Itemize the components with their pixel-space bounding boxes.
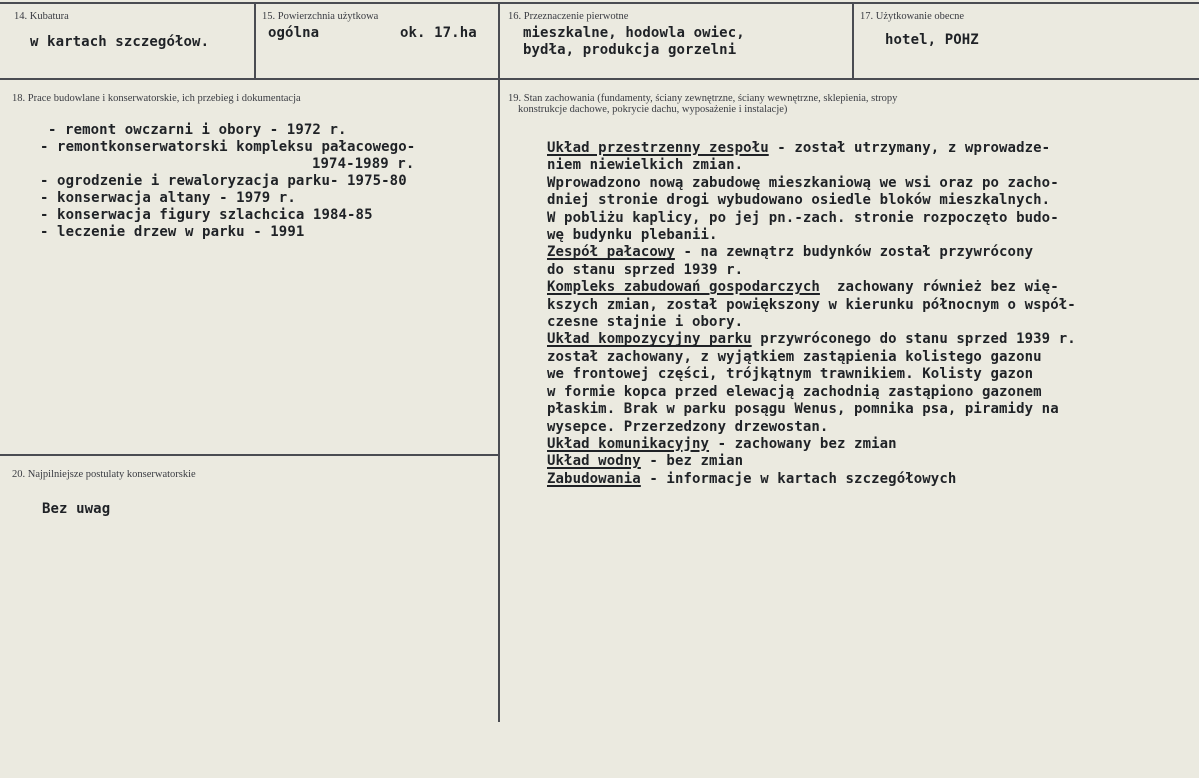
box18-item: - konserwacja altany - 1979 r. xyxy=(40,190,296,206)
divider-14-15 xyxy=(254,2,256,80)
box18-label: 18. Prace budowlane i konserwatorskie, ich przebieg i dokumentacja xyxy=(12,93,301,104)
box18-item: - remontkonserwatorski kompleksu pałacowego- xyxy=(40,139,416,155)
heading-water-layout: Układ wodny xyxy=(547,453,641,470)
box15-label: 15. Powierzchnia użytkowa xyxy=(262,11,379,22)
box16-label: 16. Przeznaczenie pierwotne xyxy=(508,11,629,22)
box19-line xyxy=(547,331,1187,348)
box18-item: - leczenie drzew w parku - 1991 xyxy=(40,224,305,240)
divider-16-17 xyxy=(852,2,854,80)
box15-value-a: ogólna xyxy=(268,25,320,41)
heading-buildings: Zabudowania xyxy=(547,470,641,487)
box19-line: we frontowej części, trójkątnym trawnikiem. Kolisty gazon xyxy=(547,366,1034,383)
box19-label-line2: konstrukcje dachowe, pokrycie dachu, wyposażenie i instalacje) xyxy=(518,104,788,115)
box19-line: wę budynku plebanii. xyxy=(547,227,718,244)
box19-line: W pobliżu kaplicy, po jej pn.-zach. stronie rozpoczęto budo- xyxy=(547,209,1059,226)
box19-line xyxy=(547,436,1187,453)
box19-line: wysepce. Przerzedzony drzewostan. xyxy=(547,418,829,435)
box19-label-line1: 19. Stan zachowania (fundamenty, ściany zewnętrzne, ściany wewnętrzne, sklepienia, stropy xyxy=(508,93,898,104)
line-tail: - informacje w kartach szczegółowych xyxy=(640,470,957,487)
box16-line2: bydła, produkcja gorzelni xyxy=(523,42,737,58)
heading-road-layout: Układ komunikacyjny xyxy=(547,435,710,452)
box14-value: w kartach szczegółow. xyxy=(30,34,210,50)
box18-item: 1974-1989 r. xyxy=(312,156,415,172)
box18-item: - konserwacja figury szlachcica 1984-85 xyxy=(40,207,373,223)
box19-line: Wprowadzono nową zabudowę mieszkaniową we wsi oraz po zacho- xyxy=(547,174,1059,191)
divider-15-16 xyxy=(498,2,500,722)
line-tail: przywróconego do stanu sprzed 1939 r. xyxy=(751,331,1076,348)
box20-label: 20. Najpilniejsze postulaty konserwatorskie xyxy=(12,469,196,480)
box19-line: został zachowany, z wyjątkiem zastąpienia kolistego gazonu xyxy=(547,348,1042,365)
row1-bottom-border xyxy=(0,78,1199,80)
box19-line: do stanu sprzed 1939 r. xyxy=(547,261,744,278)
heading-palace-complex: Zespół pałacowy xyxy=(547,244,675,261)
box19-text xyxy=(547,140,1187,488)
line-tail: - zachowany bez zmian xyxy=(709,435,897,452)
box18-item: - remont owczarni i obory - 1972 r. xyxy=(48,122,347,138)
line-tail: - został utrzymany, z wprowadze- xyxy=(768,140,1051,156)
box19-line: niem niewielkich zmian. xyxy=(547,157,744,174)
box19-line: kszych zmian, został powiększony w kierunku północnym o współ- xyxy=(547,296,1076,313)
box18-item: - ogrodzenie i rewaloryzacja parku- 1975-80 xyxy=(40,173,407,189)
line-tail: - na zewnątrz budynków został przywrócony xyxy=(674,244,1034,261)
box19-line: czesne stajnie i obory. xyxy=(547,314,744,331)
box16-line1: mieszkalne, hodowla owiec, xyxy=(523,25,745,41)
line-tail: - bez zmian xyxy=(640,453,744,470)
box19-line: płaskim. Brak w parku posągu Wenus, pomnika psa, piramidy na xyxy=(547,401,1059,418)
box20-value: Bez uwag xyxy=(42,501,111,517)
line-tail: zachowany również bez wię- xyxy=(819,279,1059,296)
box19-line: w formie kopca przed elewacją zachodnią zastąpiono gazonem xyxy=(547,383,1042,400)
box19-line: dniej stronie drogi wybudowano osiedle bloków mieszkalnych. xyxy=(547,192,1051,209)
box19-line xyxy=(547,140,1187,157)
heading-spatial-layout: Układ przestrzenny zespołu xyxy=(547,140,769,156)
box17-label: 17. Użytkowanie obecne xyxy=(860,11,965,22)
box14-label: 14. Kubatura xyxy=(14,11,69,22)
box19-line xyxy=(547,453,1187,470)
box19-line xyxy=(547,279,1187,296)
box19-line xyxy=(547,244,1187,261)
box18-bottom-border xyxy=(0,454,498,456)
heading-farm-buildings: Kompleks zabudowań gospodarczych xyxy=(547,279,820,296)
box15-value-b: ok. 17.ha xyxy=(400,25,477,41)
heading-park-composition: Układ kompozycyjny parku xyxy=(547,331,752,348)
box17-value: hotel, POHZ xyxy=(885,32,979,48)
box19-line xyxy=(547,471,1187,488)
top-border xyxy=(0,2,1199,4)
